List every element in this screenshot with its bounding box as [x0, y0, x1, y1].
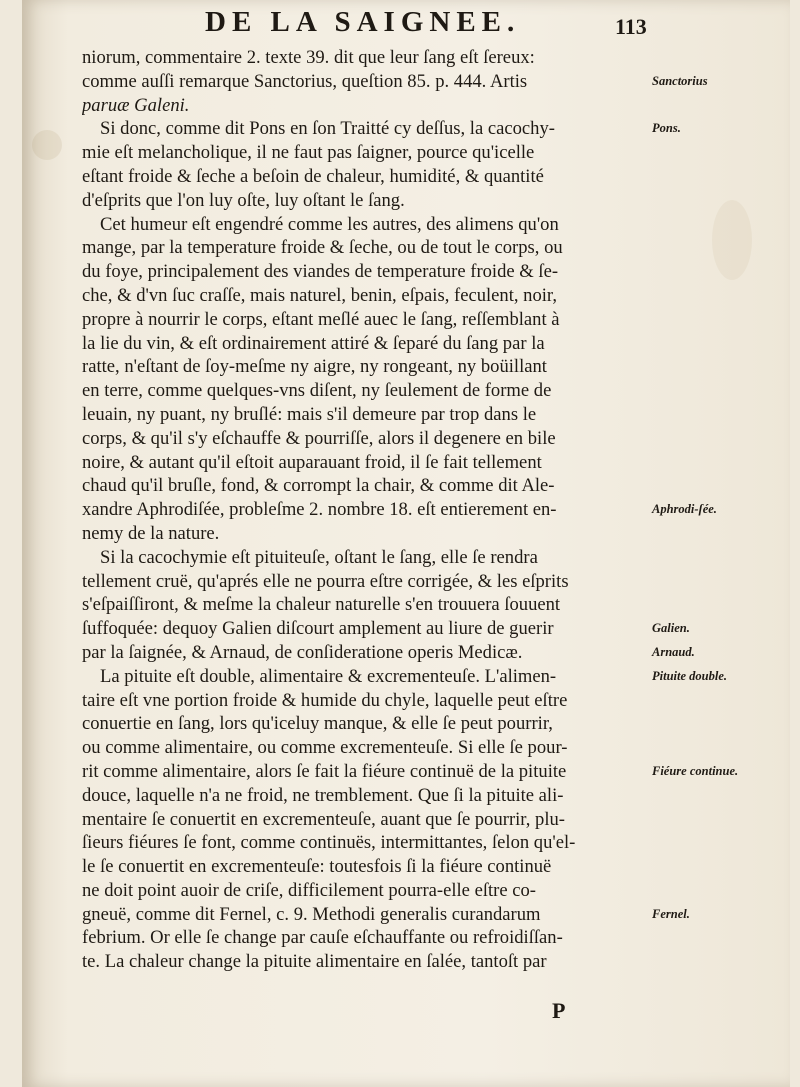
paper-stain — [32, 130, 62, 160]
text-line: Cet humeur eſt engendré comme les autres, des alimens qu'on — [100, 213, 559, 235]
text-line: nemy de la nature. — [82, 522, 220, 544]
margin-note: Pons. — [652, 121, 681, 136]
text-line: par la ſaignée, & Arnaud, de conſideratione operis Medicæ. — [82, 641, 523, 663]
text-line: chaud qu'il bruſle, fond, & corrompt la chair, & comme dit Ale- — [82, 475, 555, 497]
margin-note: Fiéure continue. — [652, 764, 739, 778]
text-line: mentaire ſe conuertit en excrementeuſe, auant que ſe pourrir, plu- — [82, 808, 565, 830]
text-line: taire eſt vne portion froide & humide du chyle, laquelle peut eſtre — [82, 689, 568, 711]
text-line: La pituite eſt double, alimentaire & excrementeuſe. L'alimen- — [100, 665, 557, 687]
text-line: mange, par la temperature froide & ſeche, ou de tout le corps, ou — [82, 237, 563, 259]
text-line: te. La chaleur change la pituite alimentaire en ſalée, tantoſt par — [82, 951, 547, 973]
text-line: s'eſpaiſſiront, & meſme la chaleur naturelle s'en trouuera ſouuent — [82, 594, 561, 616]
text-line: mie eſt melancholique, il ne faut pas ſaigner, pource qu'icelle — [82, 142, 535, 164]
text-line: gneuë, comme dit Fernel, c. 9. Methodi generalis curandarum — [82, 903, 541, 925]
text-line: propre à nourrir le corps, eſtant meſlé auec le ſang, reſſemblant à — [82, 308, 560, 330]
page-number: 113 — [615, 14, 647, 39]
text-line: febrium. Or elle ſe change par cauſe eſchauffante ou refroidiſſan- — [82, 927, 563, 949]
text-line: corps, & qu'il s'y eſchauffe & pourriſſe, alors il degenere en bile — [82, 427, 556, 449]
text-line: ſuffoquée: dequoy Galien diſcourt amplement au liure de guerir — [82, 618, 554, 640]
text-line: Si la cacochymie eſt pituiteuſe, oſtant le ſang, elle ſe rendra — [100, 546, 538, 568]
text-line: d'eſprits que l'on luy oſte, luy oſtant le ſang. — [82, 189, 405, 211]
text-line: Si donc, comme dit Pons en ſon Traitté cy deſſus, la cacochy- — [100, 118, 555, 140]
main-text-block — [82, 46, 654, 974]
margin-note: Aphrodi-ſée. — [652, 502, 717, 517]
text-line: tellement cruë, qu'aprés elle ne pourra eſtre corrigée, & les eſprits — [82, 570, 569, 592]
text-line: paruæ Galeni. — [82, 94, 190, 116]
text-line: du foye, principalement des viandes de temperature froide & ſe- — [82, 261, 559, 283]
margin-note: Fernel. — [652, 906, 690, 921]
text-line: rit comme alimentaire, alors ſe fait la fiéure continuë de la pituite — [82, 760, 567, 782]
margin-note: Galien. — [652, 621, 690, 636]
text-line: en terre, comme quelques-vns diſent, ny ſeulement de forme de — [82, 380, 552, 402]
text-line: la lie du vin, & eſt ordinairement attiré & ſeparé du ſang par la — [82, 332, 545, 354]
text-line: comme auſſi remarque Sanctorius, queſtion 85. p. 444. Artis — [82, 70, 528, 92]
text-line: leuain, ny puant, ny bruſlé: mais s'il demeure par trop dans le — [82, 403, 537, 425]
text-line: ne doit point auoir de criſe, difficilement pourra-elle eſtre co- — [82, 879, 536, 901]
text-line: xandre Aphrodiſée, probleſme 2. nombre 18. eſt entierement en- — [82, 499, 557, 521]
margin-note: Pituite double. — [652, 668, 727, 683]
paper-stain — [712, 200, 752, 280]
text-line: noire, & autant qu'il eſtoit auparauant froid, il ſe fait tellement — [82, 451, 542, 473]
text-line: ou comme alimentaire, ou comme excrementeuſe. Si elle ſe pour- — [82, 737, 568, 759]
text-line: le ſe conuertit en excrementeuſe: toutesfois ſi la fiéure continuë — [82, 856, 552, 878]
margin-note: Arnaud. — [652, 645, 695, 659]
text-line: douce, laquelle n'a ne froid, ne tremblement. Que ſi la pituite ali- — [82, 784, 564, 806]
text-line: eſtant froide & ſeche a beſoin de chaleur, humidité, & quantité — [82, 165, 544, 187]
margin-note: Sanctorius — [652, 73, 708, 88]
text-line: ratte, n'eſtant de ſoy-meſme ny aigre, ny rongeant, ny boüillant — [82, 356, 547, 378]
text-line: conuertie en ſang, lors qu'iceluy manque, & elle ſe peut pourrir, — [82, 713, 553, 735]
text-line: ſieurs fiéures ſe font, comme continuës, intermittantes, ſelon qu'el- — [82, 832, 576, 854]
running-title: DE LA SAIGNEE. — [205, 6, 521, 38]
text-line: che, & d'vn ſuc craſſe, mais naturel, benin, eſpais, feculent, noir, — [82, 284, 558, 306]
signature-mark: P — [552, 998, 566, 1023]
text-line: niorum, commentaire 2. texte 39. dit que leur ſang eſt ſereux: — [82, 47, 535, 68]
